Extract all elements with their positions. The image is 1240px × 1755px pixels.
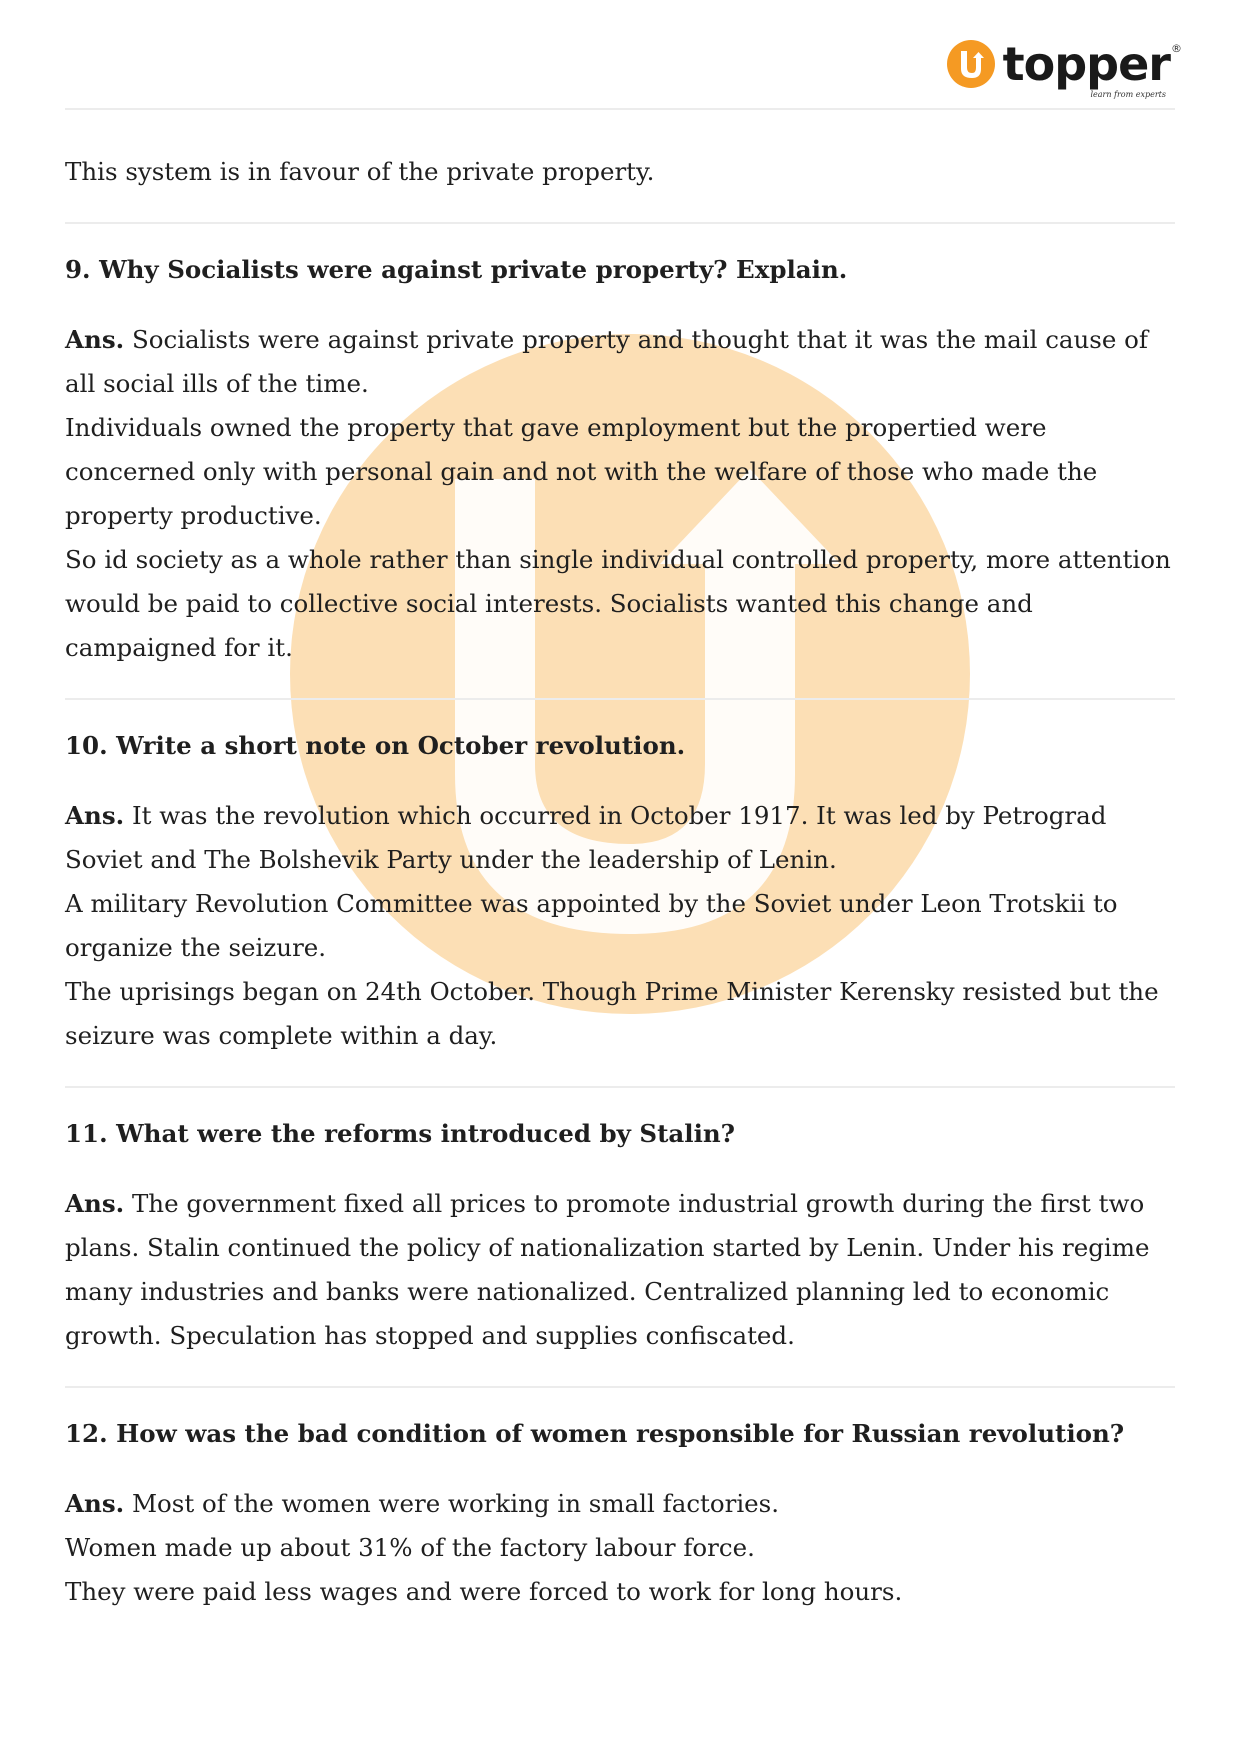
answer-line xyxy=(65,318,1175,406)
topper-logo xyxy=(947,37,1182,99)
answer-text: It was the revolution which occurred in October 1917. It was led by Petrograd Soviet and The Bolshevik Party under the leadership of Lenin. xyxy=(65,801,1107,874)
question-section-11 xyxy=(65,1112,1175,1358)
answer-line: So id society as a whole rather than single individual controlled property, more attention would be paid to collective social interests. Socialists wanted this change and campaigned for it. xyxy=(65,545,1171,662)
answer-label: Ans. xyxy=(65,801,125,830)
question-heading: 10. Write a short note on October revolution. xyxy=(65,731,686,760)
question-section-12 xyxy=(65,1412,1175,1614)
question-heading: 12. How was the bad condition of women responsible for Russian revolution? xyxy=(65,1419,1125,1448)
question-section-9 xyxy=(65,248,1175,670)
answer-line: Individuals owned the property that gave employment but the propertied were concerned only with personal gain and not with the welfare of those who made the property productive. xyxy=(65,413,1098,530)
answer-line: A military Revolution Committee was appointed by the Soviet under Leon Trotskii to organize the seizure. xyxy=(65,889,1118,962)
answer-text: Socialists were against private property and thought that it was the mail cause of all social ills of the time. xyxy=(65,325,1148,398)
answer-line xyxy=(65,1182,1175,1358)
logo-wordmark: topper xyxy=(1002,37,1170,91)
header-divider xyxy=(65,108,1175,110)
page-header xyxy=(0,0,1240,110)
registered-mark: ® xyxy=(1171,42,1182,55)
answer-text: Most of the women were working in small factories. xyxy=(131,1489,780,1518)
answer-line: They were paid less wages and were forced to work for long hours. xyxy=(65,1577,903,1606)
answer-line xyxy=(65,1482,1175,1526)
document-body xyxy=(65,150,1175,1614)
question-heading: 9. Why Socialists were against private property? Explain. xyxy=(65,255,848,284)
logo-tagline: learn from experts xyxy=(1090,90,1166,99)
topper-logo-icon xyxy=(947,40,995,88)
answer-text: The government fixed all prices to promote industrial growth during the first two plans. Stalin continued the policy of nationalization started by Lenin. Under his regime many industries and banks were nationalized. Centralized planning led to economic growth. Speculation has stopped and supplies confiscated. xyxy=(65,1189,1150,1350)
section-divider xyxy=(65,1086,1175,1088)
answer-line: Women made up about 31% of the factory labour force. xyxy=(65,1533,755,1562)
answer-line: The uprisings began on 24th October. Though Prime Minister Kerensky resisted but the seizure was complete within a day. xyxy=(65,977,1159,1050)
section-divider xyxy=(65,1386,1175,1388)
intro-line: This system is in favour of the private property. xyxy=(65,157,655,186)
answer-label: Ans. xyxy=(65,325,125,354)
section-divider xyxy=(65,222,1175,224)
question-heading: 11. What were the reforms introduced by Stalin? xyxy=(65,1119,736,1148)
answer-line xyxy=(65,794,1175,882)
section-divider xyxy=(65,698,1175,700)
answer-label: Ans. xyxy=(65,1489,125,1518)
answer-label: Ans. xyxy=(65,1189,125,1218)
question-section-10 xyxy=(65,724,1175,1058)
